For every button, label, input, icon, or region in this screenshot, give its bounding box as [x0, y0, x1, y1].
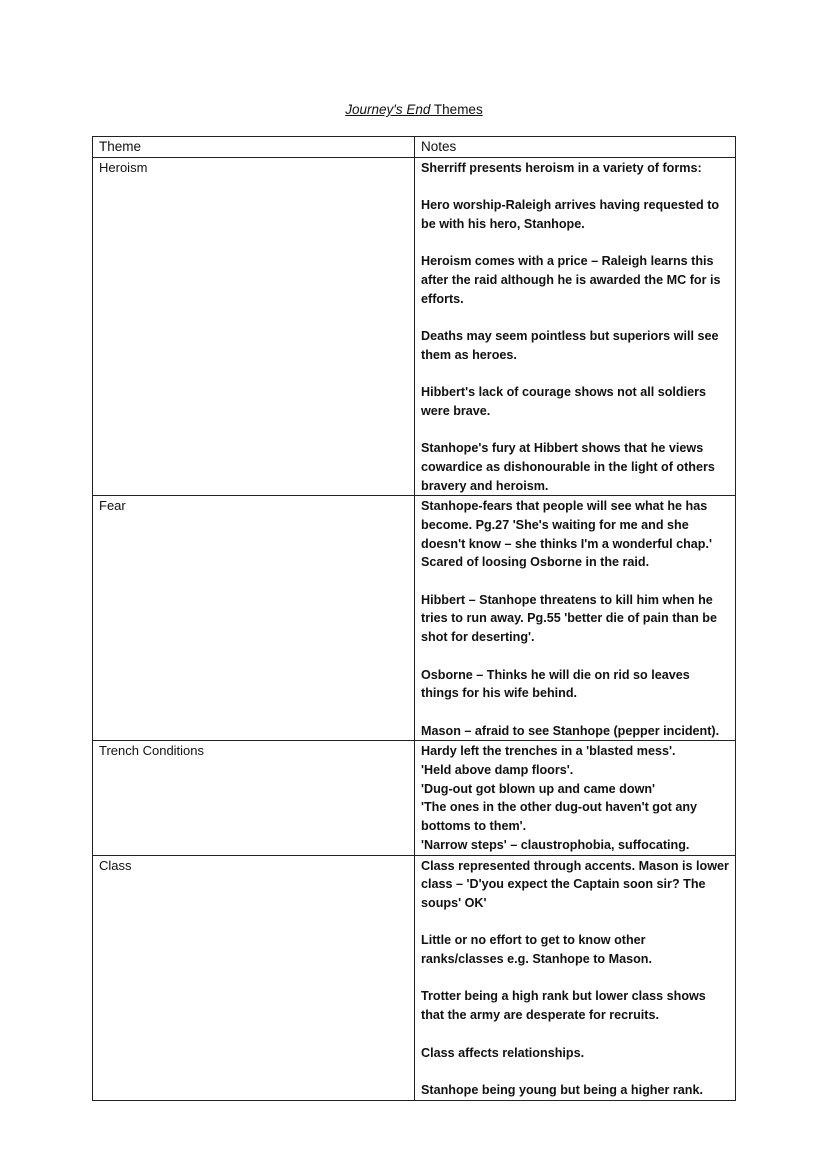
table-row-trench-conditions [93, 741, 736, 855]
note-paragraph: Little or no effort to get to know other ranks/classes e.g. Stanhope to Mason. [421, 933, 652, 967]
title-suffix: Themes [430, 102, 483, 117]
header-notes: Notes [415, 137, 736, 158]
document-title [0, 100, 828, 120]
notes-cell [415, 496, 736, 741]
theme-cell: Trench Conditions [93, 741, 415, 855]
note-paragraph: Hibbert's lack of courage shows not all soldiers were brave. [421, 385, 707, 418]
note-line: 'Held above damp floors'. [421, 763, 574, 778]
note-line: 'Dug-out got blown up and came down' [421, 781, 656, 796]
title-play-name: Journey's End [345, 102, 431, 117]
notes-cell [415, 741, 736, 855]
note-paragraph: Stanhope being young but being a higher rank. [421, 1082, 703, 1097]
note-paragraph: Osborne – Thinks he will die on rid so leaves things for his wife behind. [421, 667, 690, 701]
note-paragraph: Hero worship-Raleigh arrives having requested to be with his hero, Stanhope. [421, 198, 720, 231]
note-paragraph: Trotter being a high rank but lower class shows that the army are desperate for recruits. [421, 989, 706, 1023]
note-paragraph: Class represented through accents. Mason is lower class – 'D'you expect the Captain soon sir? The soups' OK' [421, 858, 729, 910]
note-paragraph: Stanhope-fears that people will see what he has become. Pg.27 'She's waiting for me and she doesn't know – she thinks I'm a wonderful chap.' Scared of loosing Osborne in the raid. [421, 499, 712, 570]
note-paragraph: Heroism comes with a price – Raleigh learns this after the raid although he is awarded the MC for is efforts. [421, 254, 721, 306]
notes-cell [415, 855, 736, 1100]
header-theme: Theme [93, 137, 415, 158]
note-paragraph: Sherriff presents heroism in a variety of forms: [421, 160, 702, 175]
table-header-row [93, 137, 736, 158]
note-paragraph: Hibbert – Stanhope threatens to kill him when he tries to run away. Pg.55 'better die of pain than be shot for deserting'. [421, 592, 717, 645]
note-paragraph: Mason – afraid to see Stanhope (pepper incident). [421, 723, 720, 738]
themes-table [92, 136, 736, 1101]
note-paragraph: Class affects relationships. [421, 1045, 585, 1060]
theme-cell: Fear [93, 496, 415, 741]
table-row-fear [93, 496, 736, 741]
note-paragraph: Deaths may seem pointless but superiors will see them as heroes. [421, 328, 719, 362]
theme-cell: Class [93, 855, 415, 1100]
note-paragraph: Stanhope's fury at Hibbert shows that he views cowardice as dishonourable in the light of others bravery and heroism. [421, 441, 715, 493]
table-row-class [93, 855, 736, 1100]
note-line: Hardy left the trenches in a 'blasted mess'. [421, 744, 676, 759]
theme-cell: Heroism [93, 157, 415, 496]
note-line: 'Narrow steps' – claustrophobia, suffocating. [421, 837, 690, 852]
table-row-heroism [93, 157, 736, 496]
note-line: 'The ones in the other dug-out haven't got any bottoms to them'. [421, 800, 698, 834]
notes-cell [415, 157, 736, 496]
